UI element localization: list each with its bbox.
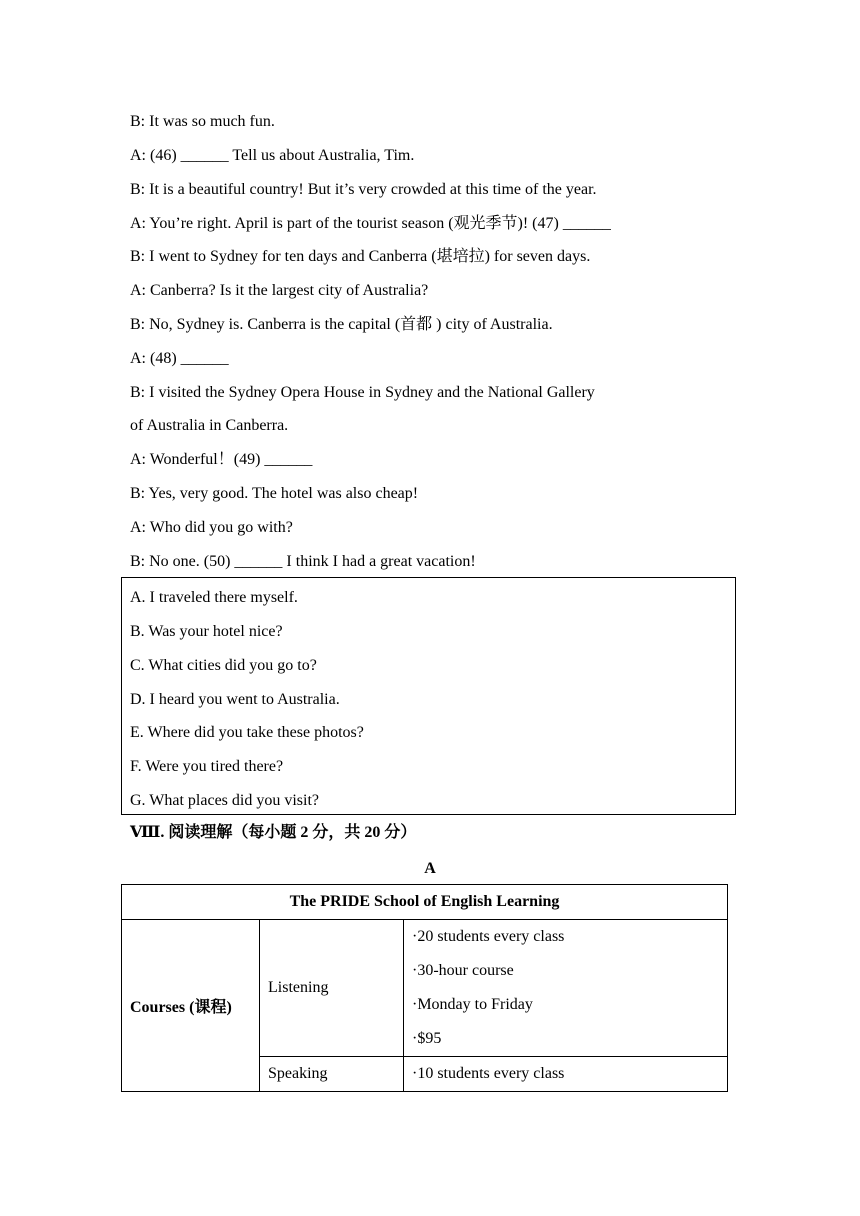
dialogue-line: B: No one. (50) ______ I think I had a great vacation! [130, 553, 476, 570]
dialogue-line: B: It is a beautiful country! But it’s very crowded at this time of the year. [130, 181, 597, 198]
course-table [121, 884, 728, 1092]
dialogue-line: A: Who did you go with? [130, 519, 293, 536]
dialogue-line: A: (46) ______ Tell us about Australia, Tim. [130, 147, 415, 164]
dialogue-line: B: I visited the Sydney Opera House in Sydney and the National Gallery [130, 384, 595, 401]
course-detail: ·10 students every class [412, 1065, 565, 1082]
passage-letter: A [424, 860, 436, 877]
course-detail: ·20 students every class [412, 928, 565, 945]
dialogue-line: B: I went to Sydney for ten days and Canberra (堪培拉) for seven days. [130, 248, 591, 265]
course-detail: ·30-hour course [412, 962, 514, 979]
dialogue-line: A: (48) ______ [130, 350, 229, 367]
dialogue-line: A: Wonderful！(49) ______ [130, 451, 313, 468]
table-title: The PRIDE School of English Learning [122, 885, 728, 920]
course-name: Speaking [260, 1057, 404, 1092]
dialogue-line: B: Yes, very good. The hotel was also cheap! [130, 485, 419, 502]
row-header-courses: Courses (课程) [122, 920, 260, 1092]
option-item: B. Was your hotel nice? [130, 623, 283, 640]
course-details [404, 1057, 728, 1092]
dialogue-line: of Australia in Canberra. [130, 417, 289, 434]
course-detail: ·Monday to Friday [412, 996, 533, 1013]
option-item: G. What places did you visit? [130, 792, 319, 809]
course-details [404, 920, 728, 1057]
dialogue-line: B: It was so much fun. [130, 113, 275, 130]
course-detail: ·$95 [412, 1030, 442, 1047]
options-box [121, 577, 736, 815]
course-name: Listening [260, 920, 404, 1057]
option-item: E. Where did you take these photos? [130, 724, 364, 741]
dialogue-line: A: You’re right. April is part of the tourist season (观光季节)! (47) ______ [130, 215, 611, 232]
option-item: F. Were you tired there? [130, 758, 284, 775]
option-item: A. I traveled there myself. [130, 589, 298, 606]
dialogue-line: B: No, Sydney is. Canberra is the capital (首都 ) city of Australia. [130, 316, 553, 333]
option-item: C. What cities did you go to? [130, 657, 317, 674]
dialogue-line: A: Canberra? Is it the largest city of Australia? [130, 282, 429, 299]
section-heading: Ⅷ. 阅读理解（每小题 2 分，共 20 分） [130, 824, 417, 841]
option-item: D. I heard you went to Australia. [130, 691, 340, 708]
